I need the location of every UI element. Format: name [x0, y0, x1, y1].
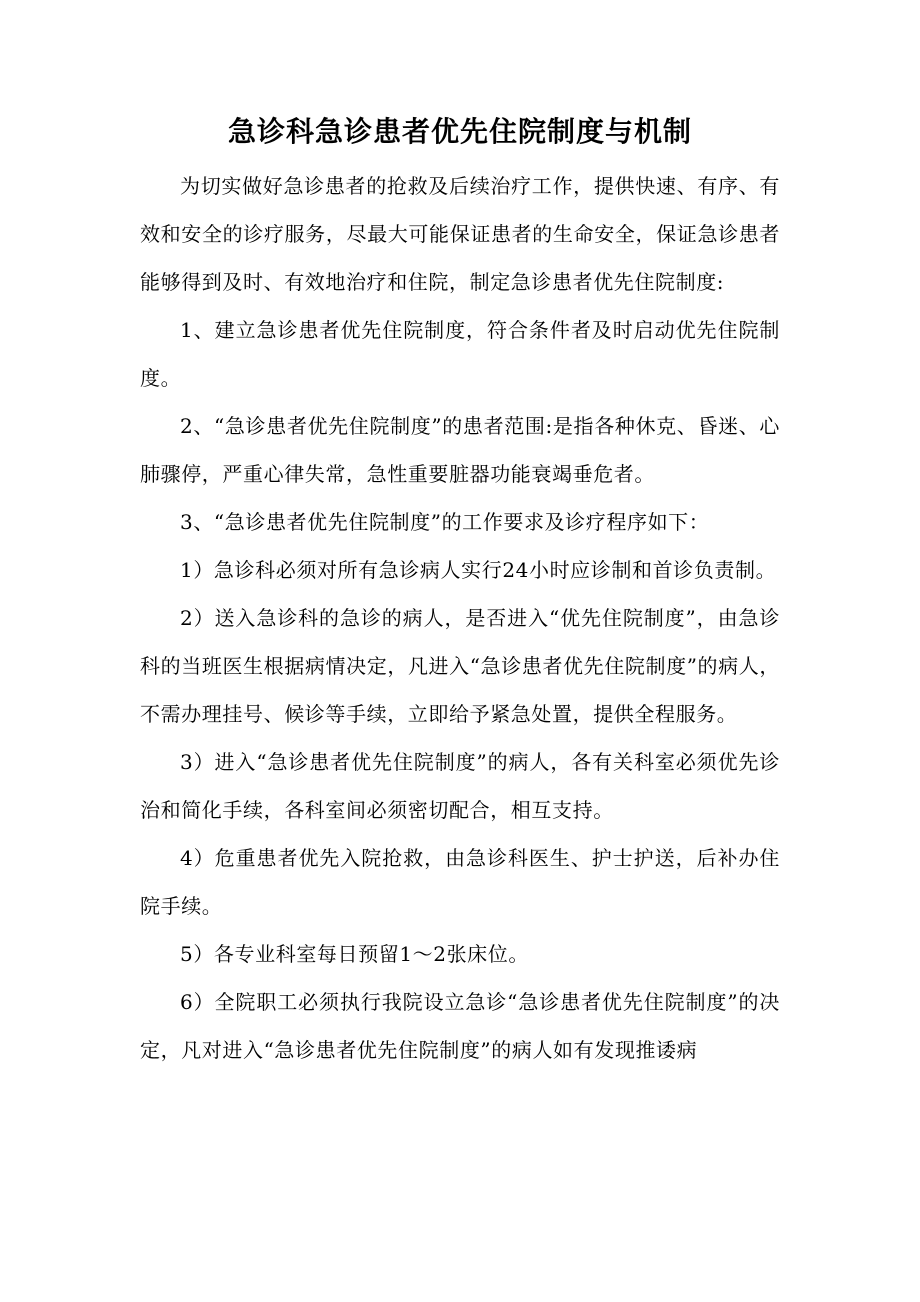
document-body — [140, 162, 780, 1074]
intro-paragraph: 为切实做好急诊患者的抢救及后续治疗工作，提供快速、有序、有效和安全的诊疗服务，尽最大可能保证患者的生命安全，保证急诊患者能够得到及时、有效地治疗和住院，制定急诊患者优先住院制度: — [140, 174, 780, 294]
sub-item-1-paragraph: 1）急诊科必须对所有急诊病人实行24小时应诊制和首诊负责制。 — [180, 558, 777, 582]
document-title: 急诊科急诊患者优先住院制度与机制 — [227, 115, 692, 148]
sub-item-5-paragraph: 5）各专业科室每日预留1～2张床位。 — [180, 942, 529, 966]
sub-item-3-paragraph: 3）进入“急诊患者优先住院制度”的病人，各有关科室必须优先诊治和简化手续，各科室间必须密切配合，相互支持。 — [140, 750, 780, 822]
sub-item-6-paragraph: 6）全院职工必须执行我院设立急诊“急诊患者优先住院制度”的决定，凡对进入“急诊患者优先住院制度”的病人如有发现推诿病 — [140, 990, 780, 1062]
clause-2-paragraph: 2、“急诊患者优先住院制度”的患者范围:是指各种休克、昏迷、心肺骤停，严重心律失常，急性重要脏器功能衰竭垂危者。 — [140, 414, 780, 486]
clause-1-paragraph: 1、建立急诊患者优先住院制度，符合条件者及时启动优先住院制度。 — [140, 318, 780, 390]
sub-item-2-paragraph: 2）送入急诊科的急诊的病人，是否进入“优先住院制度”，由急诊科的当班医生根据病情决定，凡进入“急诊患者优先住院制度”的病人，不需办理挂号、候诊等手续，立即给予紧急处置，提供全程服务。 — [140, 606, 780, 726]
clause-3-paragraph: 3、“急诊患者优先住院制度”的工作要求及诊疗程序如下： — [180, 510, 710, 534]
sub-item-4-paragraph: 4）危重患者优先入院抢救，由急诊科医生、护士护送，后补办住院手续。 — [140, 846, 780, 918]
